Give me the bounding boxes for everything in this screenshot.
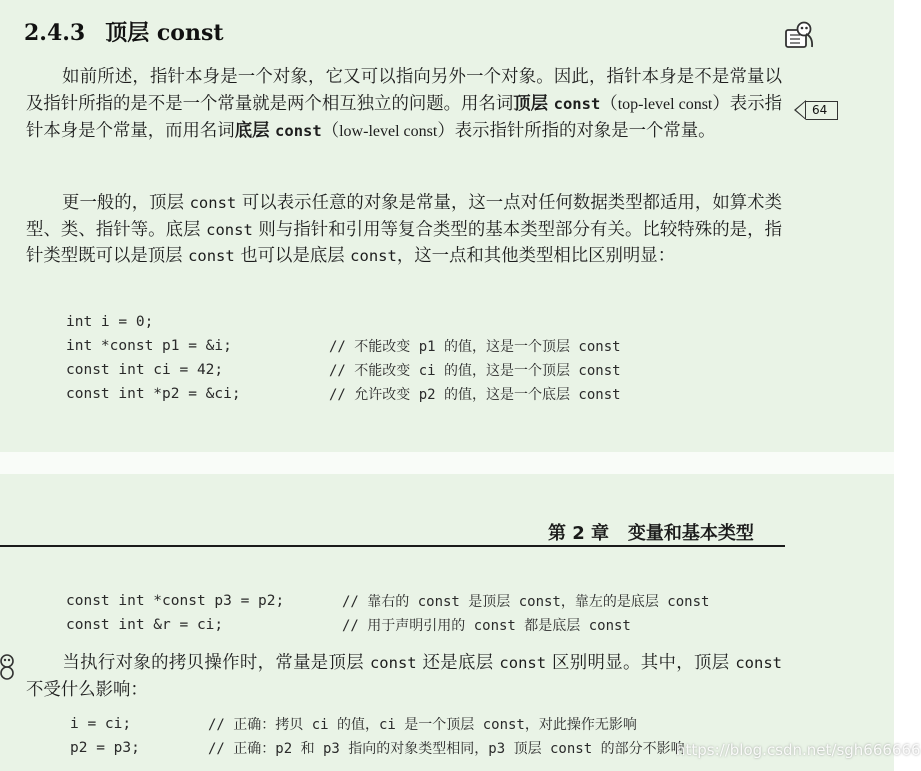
code-block-const-pointer xyxy=(66,589,709,637)
code-line xyxy=(70,712,685,736)
para2-code-const: const xyxy=(188,247,235,265)
para1-code-const: const xyxy=(553,94,601,113)
code-line xyxy=(66,310,621,334)
code-statement: const int &r = ci; xyxy=(66,617,224,633)
code-statement: i = ci; xyxy=(70,716,132,732)
para3-text: 还是底层 xyxy=(422,653,494,673)
code-line xyxy=(66,358,621,382)
para3-code-const: const xyxy=(499,654,547,672)
para1-text: （ xyxy=(321,121,340,141)
code-statement: const int *p2 = &ci; xyxy=(66,386,241,402)
para1-text: ）表示指针本身是个常量，而用名词 xyxy=(26,93,782,141)
para3-code-const: const xyxy=(369,654,417,672)
para2-text: 则与指针和引用等复合类型的基本类型部分有关。比较特殊的是，指针类型既可以是顶层 xyxy=(26,219,782,266)
code-line xyxy=(66,613,709,637)
section-heading xyxy=(24,16,224,47)
para1-code-const: const xyxy=(275,122,322,140)
code-statement: p2 = p3; xyxy=(70,740,140,756)
para1-text: （ xyxy=(600,93,618,114)
section-title-text: 顶层 const xyxy=(105,20,224,46)
margin-note-icon xyxy=(0,652,20,682)
code-comment: // 允许改变 p2 的值，这是一个底层 const xyxy=(329,387,621,403)
paragraph-top-level-const xyxy=(26,64,782,146)
code-comment: // 不能改变 ci 的值，这是一个顶层 const xyxy=(329,363,621,379)
page-ref-number: 64 xyxy=(806,101,838,120)
para2-text: 可以表示任意的对象是常量，这一点对任何数据类型都适用，如算术类型、类、指针等。底层 xyxy=(26,193,782,240)
section-number: 2.4.3 xyxy=(24,20,86,46)
reader-hint-icon xyxy=(783,20,817,50)
paragraph-copy xyxy=(26,650,782,703)
para1-text: 如前所述，指针本身是一个对象，它又可以指向另外一个对象。因此，指针本身是不是常量以及指针所指的是不是一个常量就是两个相互独立的问题。用名词 xyxy=(26,67,782,114)
code-statement: int *const p1 = &i; xyxy=(66,338,232,354)
code-comment: // 正确：p2 和 p3 指向的对象类型相同，p3 顶层 const 的部分不影响 xyxy=(208,741,685,757)
code-block-declarations xyxy=(66,310,621,406)
page-gap xyxy=(0,452,894,474)
code-line xyxy=(66,589,709,613)
code-statement: int i = 0; xyxy=(66,314,154,330)
para1-term-top: 顶层 xyxy=(513,93,549,114)
para2-code-const: const xyxy=(350,247,397,265)
code-block-copy xyxy=(70,712,685,760)
code-line xyxy=(70,736,685,760)
code-line xyxy=(66,382,621,406)
para2-code-const: const xyxy=(189,194,237,212)
para1-term-en: top-level const xyxy=(617,95,713,113)
chapter-header: 第 2 章 变量和基本类型 xyxy=(548,523,754,544)
page-ref-arrow-icon xyxy=(794,100,806,120)
para1-term-low: 底层 xyxy=(234,121,270,141)
para2-text: 也可以是底层 xyxy=(240,246,345,266)
code-comment: // 不能改变 p1 的值，这是一个顶层 const xyxy=(329,339,621,355)
para2-text: 更一般的，顶层 xyxy=(62,193,185,213)
watermark: https://blog.csdn.net/sgh666666 xyxy=(676,741,921,759)
code-line xyxy=(66,334,621,358)
chapter-header-rule xyxy=(0,545,785,547)
para2-text: ，这一点和其他类型相比区别明显： xyxy=(396,246,676,266)
para1-text: ）表示指针所指的对象是一个常量。 xyxy=(437,121,716,141)
code-statement: const int ci = 42; xyxy=(66,362,224,378)
page-reference-marker xyxy=(794,100,838,120)
code-comment: // 用于声明引用的 const 都是底层 const xyxy=(342,618,631,634)
para3-text: 不受什么影响： xyxy=(26,679,148,700)
para3-text: 区别明显。其中，顶层 xyxy=(551,653,730,673)
para1-term-en: low-level const xyxy=(339,123,438,140)
para2-code-const: const xyxy=(206,220,253,239)
code-comment: // 正确：拷贝 ci 的值，ci 是一个顶层 const，对此操作无影响 xyxy=(208,717,637,733)
para3-text: 当执行对象的拷贝操作时，常量是顶层 xyxy=(62,653,365,673)
para3-code-const: const xyxy=(735,654,782,672)
code-statement: const int *const p3 = p2; xyxy=(66,593,285,609)
paragraph-general xyxy=(26,190,782,270)
code-comment: // 靠右的 const 是顶层 const，靠左的是底层 const xyxy=(342,594,710,610)
